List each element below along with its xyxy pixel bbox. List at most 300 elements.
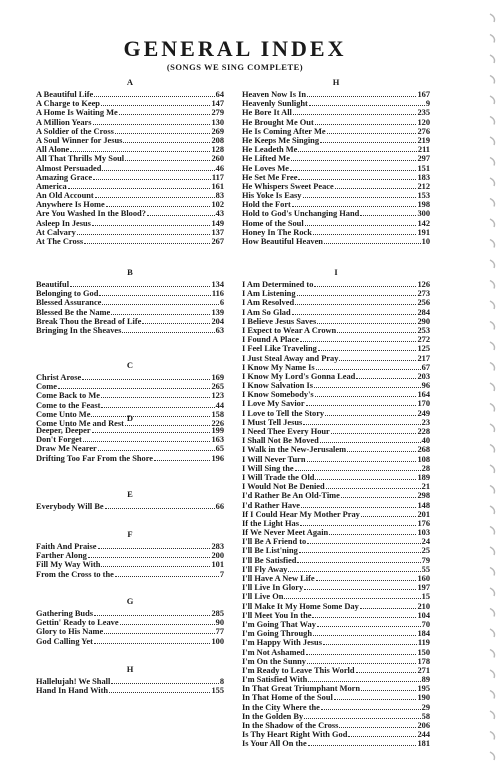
song-title: America (36, 181, 67, 191)
song-title: He Is Coming After Me (242, 126, 326, 136)
index-entry (242, 99, 430, 108)
index-entry (242, 219, 430, 228)
song-title: Christ Arose (36, 373, 82, 382)
index-entry (242, 372, 430, 381)
dot-leader (68, 182, 211, 189)
page-number: 6 (219, 298, 224, 308)
page-number: 101 (211, 560, 224, 570)
binding-ring (490, 14, 495, 22)
dot-leader (298, 173, 416, 180)
song-title: A Home Is Waiting Me (36, 108, 118, 118)
index-entry (242, 182, 430, 191)
binding-ring (490, 199, 495, 207)
dot-leader (360, 602, 417, 609)
song-title: If I Could Hear My Mother Pray (242, 509, 360, 519)
index-entry (242, 638, 430, 647)
dot-leader (324, 237, 421, 244)
index-entry (242, 574, 430, 583)
index-entry (242, 200, 430, 209)
index-entry (36, 502, 224, 511)
page-number: 120 (417, 117, 430, 127)
index-entry (36, 326, 224, 335)
song-title: He Leadeth Me (242, 145, 298, 155)
index-entry (36, 637, 224, 646)
page-number: 298 (417, 491, 430, 501)
song-title: I'll Be List'ning (242, 546, 298, 556)
index-entry (36, 551, 224, 560)
page-number: 147 (211, 99, 224, 109)
index-entry (36, 570, 224, 579)
dot-leader (300, 519, 416, 526)
dot-leader (356, 372, 416, 379)
page-number: 28 (421, 463, 430, 473)
index-entry (36, 182, 224, 191)
index-entry (36, 99, 224, 108)
binding-ring (490, 711, 495, 719)
index-entry (242, 565, 430, 574)
page-number: 148 (417, 500, 430, 510)
binding-ring (490, 588, 495, 596)
song-title: Is Your All On the (242, 739, 307, 749)
page-number: 44 (215, 400, 224, 410)
song-title: I Must Tell Jesus (242, 417, 303, 427)
page-number: 139 (211, 307, 224, 317)
binding-ring (490, 240, 495, 248)
index-entry (36, 219, 224, 228)
song-title: Asleep In Jesus (36, 218, 91, 228)
song-title: I Found A Place (242, 335, 300, 345)
index-entry (242, 127, 430, 136)
page-number: 199 (211, 426, 224, 435)
song-title: Hand In Hand With (36, 686, 109, 696)
song-title: Blessed Be the Name (36, 307, 111, 317)
binding-ring (490, 404, 495, 412)
dot-leader (305, 219, 417, 226)
dot-leader (94, 637, 211, 644)
dot-leader (331, 427, 417, 434)
index-entry (242, 326, 430, 335)
song-title: Amazing Grace (36, 172, 93, 182)
song-title: Honey In The Rock (242, 227, 312, 237)
page-number: 100 (211, 636, 224, 646)
song-title: Come Back to Me (36, 391, 100, 401)
dot-leader (308, 675, 420, 682)
dot-leader (307, 657, 416, 664)
page-number: 201 (417, 509, 430, 519)
index-entry (36, 382, 224, 391)
page-number: 161 (211, 181, 224, 191)
dot-leader (70, 145, 210, 152)
song-title: I Am Resolved (242, 298, 295, 308)
page-number: 178 (417, 656, 430, 666)
index-entry (242, 657, 430, 666)
index-entry (242, 703, 430, 712)
page-number: 176 (417, 518, 430, 528)
song-title: Anywhere Is Home (36, 200, 105, 210)
index-entry (242, 164, 430, 173)
index-entry (242, 739, 430, 748)
song-title: He Bore It All (242, 108, 292, 118)
song-title: I'll Meet You In the (242, 610, 312, 620)
binding-ring (490, 506, 495, 514)
page-number: 190 (417, 693, 430, 703)
song-title: I Just Steal Away and Pray (242, 353, 339, 363)
binding-ring (490, 383, 495, 391)
dot-leader (102, 298, 218, 305)
index-entry (242, 684, 430, 693)
dot-leader (92, 426, 211, 433)
page-number: 268 (417, 445, 430, 455)
dot-leader (98, 444, 215, 451)
dot-leader (293, 108, 417, 115)
dot-leader (115, 570, 219, 577)
page-number: 183 (417, 172, 430, 182)
page-number: 160 (417, 574, 430, 583)
song-title: A Charge to Keep (36, 99, 100, 109)
dot-leader (339, 721, 416, 728)
section-letter: H (126, 664, 134, 674)
song-title: I'll Make It My Home Some Day (242, 601, 359, 611)
dot-leader (120, 618, 215, 625)
dot-leader (356, 666, 417, 673)
page-number: 134 (211, 280, 224, 289)
page-number: 269 (211, 126, 224, 136)
page-number: 90 (215, 618, 224, 628)
song-title: From the Cross to the (36, 569, 114, 579)
binding-ring (490, 547, 495, 555)
dot-leader (101, 99, 210, 106)
index-entry (242, 620, 430, 629)
page-number: 65 (215, 444, 224, 454)
index-section-i (242, 264, 430, 749)
page-number: 204 (211, 316, 224, 326)
index-entry (36, 618, 224, 627)
binding-ring (490, 363, 495, 371)
song-title: He Whispers Sweet Peace (242, 181, 334, 191)
index-entry (242, 648, 430, 657)
song-title: I Walk in the New-Jerusalem (242, 445, 347, 455)
binding-ring (490, 260, 495, 268)
dot-leader (348, 730, 416, 737)
page-number: 158 (211, 409, 224, 419)
binding-ring (490, 465, 495, 473)
dot-leader (105, 502, 215, 509)
page-number: 228 (417, 427, 430, 436)
index-entry (36, 426, 224, 435)
page-number: 196 (211, 453, 224, 463)
index-entry (242, 436, 430, 445)
dot-leader (316, 363, 421, 370)
page-number: 15 (421, 592, 430, 602)
dot-leader (111, 308, 210, 315)
dot-leader (325, 409, 416, 416)
index-entry (36, 209, 224, 218)
index-entry (242, 191, 430, 200)
page-number: 151 (417, 163, 430, 173)
song-title: A Beautiful Life (36, 90, 94, 99)
page-number: 155 (211, 686, 224, 696)
page-number: 219 (417, 135, 430, 145)
page-number: 198 (417, 200, 430, 210)
binding-ring (490, 137, 495, 145)
index-entry (36, 200, 224, 209)
index-entry (242, 546, 430, 555)
binding-ring (490, 117, 495, 125)
page-number: 123 (211, 391, 224, 401)
page-number: 184 (417, 629, 430, 639)
index-entry (36, 228, 224, 237)
song-title: I'll Fly Away (242, 564, 288, 574)
song-title: I Know My Name Is (242, 362, 315, 372)
spiral-binding (470, 0, 500, 775)
song-title: Faith And Praise (36, 542, 97, 551)
binding-ring (490, 424, 495, 432)
page-number: 9 (425, 99, 430, 109)
page-number: 203 (417, 371, 430, 381)
binding-ring (490, 76, 495, 84)
dot-leader (308, 739, 417, 746)
song-title: If We Never Meet Again (242, 528, 329, 538)
song-title: Hold the Fort (242, 200, 291, 210)
index-entry (242, 90, 430, 99)
song-title: Is Thy Heart Right With God (242, 730, 348, 740)
song-title: He Keeps Me Singing (242, 135, 320, 145)
index-entry (242, 289, 430, 298)
song-title: Everybody Will Be (36, 502, 104, 511)
index-entry (242, 501, 430, 510)
page-number: 125 (417, 344, 430, 354)
song-title: I'm Satisfied With (242, 675, 308, 685)
index-entry (36, 145, 224, 154)
dot-leader (315, 390, 417, 397)
dot-leader (301, 501, 416, 508)
index-entry (242, 528, 430, 537)
song-title: I Will Never Turn (242, 454, 306, 464)
index-entry (242, 510, 430, 519)
dot-leader (316, 574, 417, 581)
page-number: 7 (219, 569, 224, 579)
dot-leader (83, 435, 211, 442)
index-entry (242, 666, 430, 675)
index-entry (36, 237, 224, 246)
song-title: I'll Live On (242, 592, 284, 602)
page-number: 191 (417, 227, 430, 237)
index-entry (36, 444, 224, 453)
index-entry (242, 390, 430, 399)
binding-ring (490, 486, 495, 494)
section-letter: B (127, 267, 133, 277)
binding-ring (490, 527, 495, 535)
song-title: Hold to God's Unchanging Hand (242, 209, 360, 219)
index-entry (242, 592, 430, 601)
dot-leader (291, 154, 417, 161)
song-title: Glory to His Name (36, 627, 104, 637)
page-number: 279 (211, 108, 224, 118)
dot-leader (318, 344, 417, 351)
dot-leader (347, 445, 416, 452)
dot-leader (315, 473, 416, 480)
index-entry (242, 721, 430, 730)
page-number: 21 (421, 482, 430, 492)
dot-leader (292, 200, 417, 207)
index-entry (36, 136, 224, 145)
song-title: I Need Thee Every Hour (242, 427, 330, 436)
index-entry (36, 391, 224, 400)
index-entry (242, 418, 430, 427)
page-number: 276 (417, 126, 430, 136)
index-entry (242, 537, 430, 546)
song-title: I Know My Lord's Gonna Lead (242, 371, 356, 381)
dot-leader (93, 118, 211, 125)
page-number: 108 (417, 454, 430, 464)
page-number: 210 (417, 601, 430, 611)
page-number: 235 (417, 108, 430, 118)
song-title: All Alone (36, 145, 70, 155)
song-title: I'm Happy With Jesus (242, 638, 322, 648)
binding-ring (490, 670, 495, 678)
song-title: I Will Sing the (242, 463, 294, 473)
dot-leader (93, 173, 211, 180)
page-number: 170 (417, 399, 430, 409)
song-title: I'm Going That Way (242, 619, 316, 629)
dot-leader (94, 609, 210, 616)
index-entry (36, 542, 224, 551)
section-letter: E (127, 489, 133, 499)
dot-leader (95, 191, 215, 198)
section-letter: A (126, 77, 134, 87)
page-number: 163 (211, 435, 224, 445)
index-entry (242, 427, 430, 436)
song-title: In That Great Triumphant Morn (242, 684, 361, 694)
section-letter: F (127, 529, 133, 539)
song-title: I'd Rather Have (242, 500, 301, 510)
dot-leader (307, 455, 417, 462)
dot-leader (58, 382, 211, 389)
dot-leader (290, 164, 416, 171)
song-title: All That Thrills My Soul (36, 154, 125, 164)
dot-leader (307, 90, 416, 97)
page-number: 8 (219, 677, 224, 686)
index-section-b (36, 264, 224, 335)
page-number: 63 (215, 325, 224, 335)
song-title: In the Golden By (242, 711, 304, 721)
dot-leader (321, 703, 421, 710)
index-entry (242, 363, 430, 372)
song-title: Blessed Assurance (36, 298, 102, 308)
page-number: 130 (211, 117, 224, 127)
song-title: At The Cross (36, 237, 84, 246)
index-section-h (242, 74, 430, 246)
song-title: Come to the Feast (36, 400, 101, 410)
song-title: I Would Not Be Denied (242, 482, 325, 492)
index-entry (242, 445, 430, 454)
dot-leader (297, 556, 420, 563)
dot-leader (82, 373, 210, 380)
song-title: I Know Salvation Is (242, 381, 313, 391)
page-number: 58 (421, 711, 430, 721)
dot-leader (115, 127, 211, 134)
dot-leader (119, 108, 211, 115)
dot-leader (101, 560, 210, 567)
song-title: I Am Listening (242, 289, 296, 299)
dot-leader (94, 90, 214, 97)
page-number: 64 (215, 90, 224, 99)
page-number: 25 (421, 546, 430, 556)
dot-leader (323, 638, 417, 645)
song-title: Hallelujah! We Shall (36, 677, 111, 686)
page-number: 83 (215, 191, 224, 201)
dot-leader (298, 145, 417, 152)
page-number: 96 (421, 381, 430, 391)
song-title: A Million Years (36, 117, 92, 127)
index-entry (242, 154, 430, 163)
binding-ring (490, 342, 495, 350)
dot-leader (303, 418, 420, 425)
index-entry (36, 609, 224, 618)
index-entry (36, 154, 224, 163)
dot-leader (98, 542, 211, 549)
page-number: 117 (211, 172, 224, 182)
dot-leader (314, 280, 416, 287)
index-entry (36, 454, 224, 463)
page-number: 40 (421, 436, 430, 446)
index-entry (242, 298, 430, 307)
index-section-f (36, 526, 224, 579)
binding-ring (490, 629, 495, 637)
dot-leader (334, 693, 417, 700)
section-letter: H (332, 77, 340, 87)
song-title: If the Light Has (242, 518, 300, 528)
index-entry (36, 373, 224, 382)
section-letter: C (126, 360, 134, 370)
song-title: I Believe Jesus Saves (242, 316, 317, 326)
dot-leader (327, 127, 417, 134)
index-entry (242, 335, 430, 344)
binding-ring (490, 609, 495, 617)
binding-ring (490, 301, 495, 309)
index-entry (36, 90, 224, 99)
dot-leader (99, 289, 211, 296)
song-title: Drifting Too Far From the Shore (36, 453, 154, 463)
song-title: God Calling Yet (36, 636, 93, 646)
index-entry (242, 344, 430, 353)
song-title: Are You Washed In the Blood? (36, 209, 146, 219)
index-entry (242, 280, 430, 289)
index-entry (242, 118, 430, 127)
index-entry (242, 317, 430, 326)
song-title: I Love My Savior (242, 399, 305, 409)
song-title: Gathering Buds (36, 609, 94, 618)
page-number: 290 (417, 316, 430, 326)
page-number: 284 (417, 307, 430, 317)
song-title: He Set Me Free (242, 172, 298, 182)
dot-leader (317, 317, 416, 324)
page-number: 66 (215, 502, 224, 511)
page-number: 24 (421, 537, 430, 547)
dot-leader (111, 677, 219, 684)
page-number: 153 (417, 191, 430, 201)
index-entry (242, 399, 430, 408)
page-number: 200 (211, 551, 224, 561)
song-title: I Am Determined to (242, 280, 314, 289)
dot-leader (101, 401, 214, 408)
index-entry (242, 519, 430, 528)
song-title: Gettin' Ready to Leave (36, 618, 119, 628)
index-entry (242, 482, 430, 491)
page-number: 283 (211, 542, 224, 551)
index-entry (242, 228, 430, 237)
dot-leader (70, 280, 210, 287)
